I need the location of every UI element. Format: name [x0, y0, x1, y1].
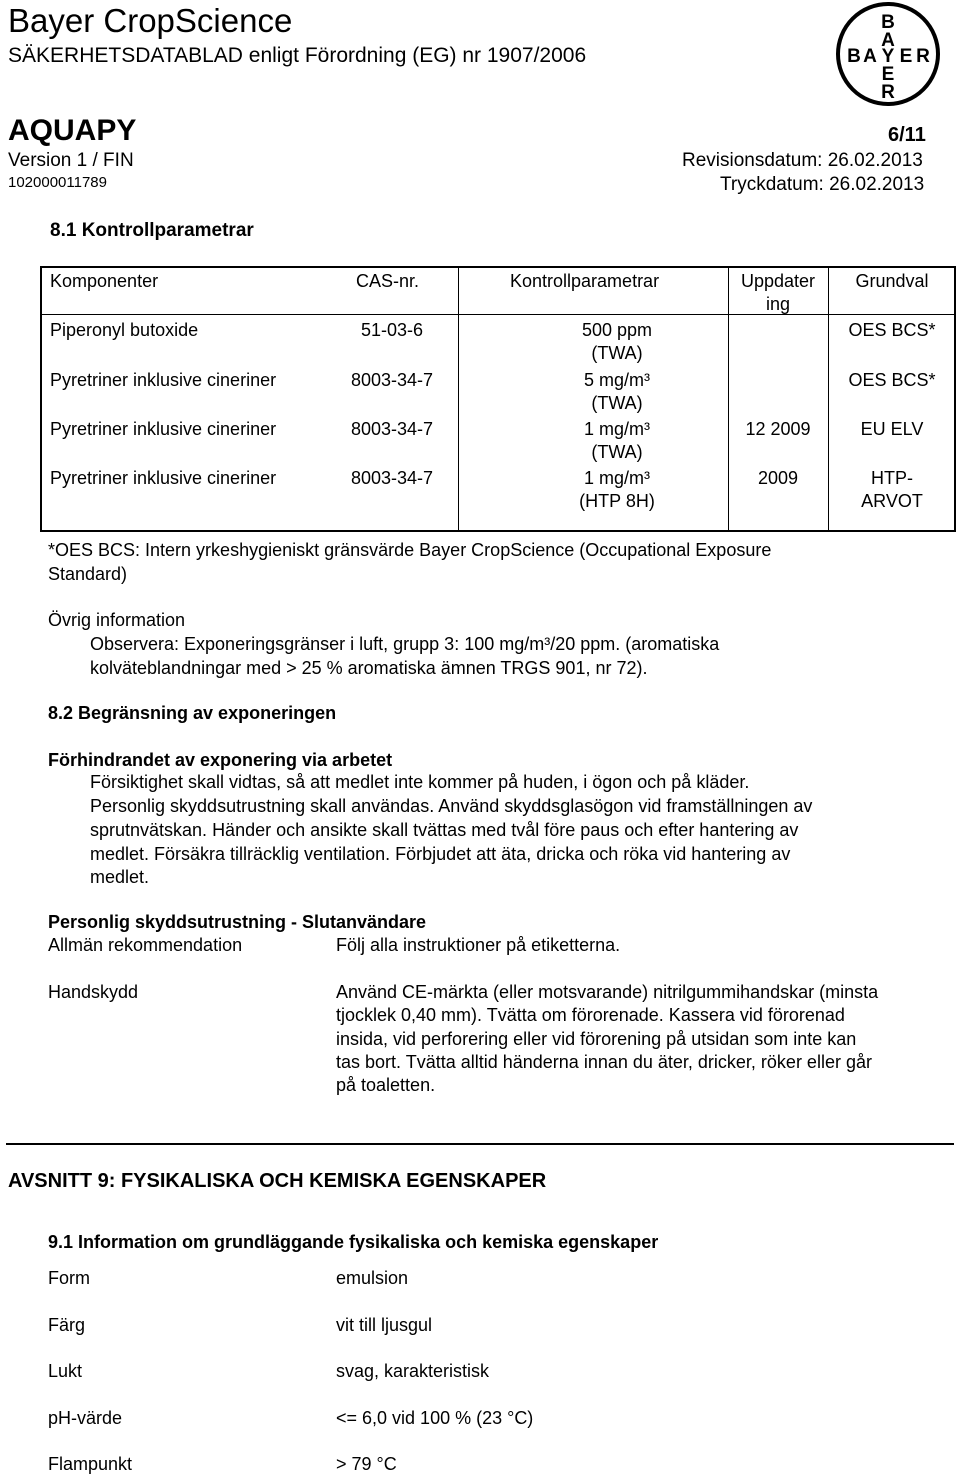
prop-value-flashpoint: > 79 °C	[336, 1454, 397, 1474]
other-info-line-2: kolväteblandningar med > 25 % aromatiska ämnen TRGS 901, nr 72).	[90, 658, 648, 678]
hand-protection-line: tjocklek 0,40 mm). Tvätta om förorenade. Kassera vid förorenad	[336, 1005, 845, 1025]
logo-letter-a2: A	[863, 46, 877, 67]
paragraph-line: medlet. Försäkra tillräcklig ventilation. Förbjudet att äta, dricka och röka vid hantering av	[90, 844, 791, 864]
col-header-basis: Grundval	[855, 271, 929, 291]
table-divider	[828, 268, 829, 530]
table-divider	[458, 268, 459, 530]
paragraph-line: sprutnvätskan. Händer och ansikte skall tvättas med tvål före paus och efter hantering av	[90, 820, 799, 840]
logo-letter-r2: R	[881, 82, 895, 103]
ppe-heading: Personlig skyddsutrustning - Slutanvändare	[48, 912, 427, 932]
table-cell-component: Pyretriner inklusive cineriner	[50, 419, 277, 439]
hand-protection-line: tas bort. Tvätta alltid händerna innan du äter, dricker, röker eller går	[336, 1052, 872, 1072]
section-9-1-heading: 9.1 Information om grundläggande fysikaliska och kemiska egenskaper	[48, 1232, 659, 1252]
general-recommendation-label: Allmän rekommendation	[48, 935, 243, 955]
general-recommendation-value: Följ alla instruktioner på etiketterna.	[336, 935, 621, 955]
table-cell-basis: OES BCS*	[848, 320, 936, 340]
hand-protection-label: Handskydd	[48, 982, 139, 1002]
logo-letter-y: Y	[881, 46, 895, 67]
company-name: Bayer CropScience	[8, 2, 293, 39]
footnote-line-2: Standard)	[48, 564, 128, 584]
revision-date: Revisionsdatum: 26.02.2013	[682, 150, 923, 171]
hand-protection-line: på toaletten.	[336, 1075, 436, 1095]
exposure-prevention-heading: Förhindrandet av exponering via arbetet	[48, 750, 393, 770]
table-cell-cas: 51-03-6	[360, 320, 424, 340]
prop-value-form: emulsion	[336, 1268, 409, 1288]
hand-protection-line: insida, vid perforering eller vid förorening på utsidan som inte kan	[336, 1029, 857, 1049]
table-cell-component: Pyretriner inklusive cineriner	[50, 468, 277, 488]
section-8-2-heading: 8.2 Begränsning av exponeringen	[48, 703, 337, 723]
table-cell-param-type: (TWA)	[591, 393, 643, 413]
prop-value-odor: svag, karakteristisk	[336, 1361, 490, 1381]
col-header-cas: CAS-nr.	[356, 271, 420, 291]
sds-title: SÄKERHETSDATABLAD enligt Förordning (EG) nr 1907/2006	[8, 44, 587, 67]
other-info-label: Övrig information	[48, 610, 186, 630]
table-cell-basis-2: ARVOT	[861, 491, 923, 511]
table-cell-update: 2009	[757, 468, 799, 488]
logo-letter-b2: B	[847, 46, 861, 67]
prop-label-flashpoint: Flampunkt	[48, 1454, 133, 1474]
print-date: Tryckdatum: 26.02.2013	[720, 174, 925, 195]
logo-letter-b: B	[881, 12, 895, 33]
prop-label-odor: Lukt	[48, 1361, 83, 1381]
table-cell-cas: 8003-34-7	[350, 370, 434, 390]
section-divider	[6, 1143, 954, 1145]
other-info-line-1: Observera: Exponeringsgränser i luft, grupp 3: 100 mg/m³/20 ppm. (aromatiska	[90, 634, 720, 654]
col-header-update: Uppdater	[740, 271, 816, 291]
logo-letter-e: E	[899, 46, 913, 67]
table-cell-param: 5 mg/m³	[583, 370, 650, 390]
table-cell-param: 1 mg/m³	[583, 419, 650, 439]
section-9-heading: AVSNITT 9: FYSIKALISKA OCH KEMISKA EGENSKAPER	[8, 1170, 547, 1192]
table-cell-component: Piperonyl butoxide	[50, 320, 199, 340]
bayer-cross-logo	[828, 2, 948, 106]
paragraph-line: Försiktighet skall vidtas, så att medlet inte kommer på huden, i ögon och på kläder.	[90, 772, 750, 792]
prop-value-color: vit till ljusgul	[336, 1315, 433, 1335]
table-cell-component: Pyretriner inklusive cineriner	[50, 370, 277, 390]
col-header-params: Kontrollparametrar	[510, 271, 660, 291]
table-cell-param: 1 mg/m³	[583, 468, 650, 488]
col-header-update-2: ing	[765, 294, 791, 314]
table-cell-param-type: (TWA)	[591, 343, 643, 363]
footnote-line-1: *OES BCS: Intern yrkeshygieniskt gränsvärde Bayer CropScience (Occupational Exposure	[48, 540, 772, 560]
control-parameters-table	[40, 266, 956, 532]
table-divider	[728, 268, 729, 530]
logo-letter-a: A	[881, 30, 895, 51]
table-cell-basis: OES BCS*	[848, 370, 936, 390]
table-cell-cas: 8003-34-7	[350, 419, 434, 439]
paragraph-line: medlet.	[90, 867, 150, 887]
prop-label-ph: pH-värde	[48, 1408, 123, 1428]
hand-protection-line: Använd CE-märkta (eller motsvarande) nitrilgummihandskar (minsta	[336, 982, 879, 1002]
table-cell-cas: 8003-34-7	[350, 468, 434, 488]
logo-letter-r: R	[916, 46, 930, 67]
table-cell-basis: EU ELV	[860, 419, 924, 439]
col-header-component: Komponenter	[50, 271, 159, 291]
page-number: 6/11	[888, 124, 926, 146]
paragraph-line: Personlig skyddsutrustning skall användas. Använd skyddsglasögon vid framställningen av	[90, 796, 813, 816]
table-cell-basis: HTP-	[871, 468, 913, 488]
product-name: AQUAPY	[8, 114, 137, 147]
table-cell-update: 12 2009	[745, 419, 811, 439]
prop-label-form: Form	[48, 1268, 90, 1288]
logo-letter-e2: E	[881, 64, 895, 85]
table-cell-param: 500 ppm	[581, 320, 653, 340]
prop-label-color: Färg	[48, 1315, 86, 1335]
product-number: 102000011789	[8, 174, 107, 191]
section-8-1-heading: 8.1 Kontrollparametrar	[50, 220, 254, 241]
table-cell-param-type: (TWA)	[591, 442, 643, 462]
version: Version 1 / FIN	[8, 150, 134, 171]
prop-value-ph: <= 6,0 vid 100 % (23 °C)	[336, 1408, 534, 1428]
table-cell-param-type: (HTP 8H)	[579, 491, 655, 511]
